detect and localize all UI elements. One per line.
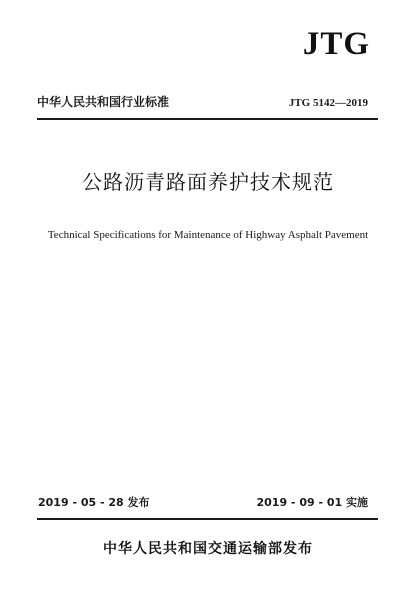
issue-date: 2019 - 05 - 28 发布 [38, 496, 150, 509]
standard-category: 中华人民共和国行业标准 [37, 95, 170, 109]
title-english: Technical Specifications for Maintenance of Highway Asphalt Pavement [47, 229, 369, 241]
bottom-divider [37, 518, 378, 520]
top-divider [37, 118, 378, 120]
standard-number: JTG 5142—2019 [288, 97, 368, 109]
implementation-date: 2019 - 09 - 01 实施 [256, 496, 368, 509]
publisher: 中华人民共和国交通运输部发布 [103, 541, 313, 557]
title-chinese: 公路沥青路面养护技术规范 [82, 170, 334, 194]
series-mark: JTG [302, 26, 370, 62]
